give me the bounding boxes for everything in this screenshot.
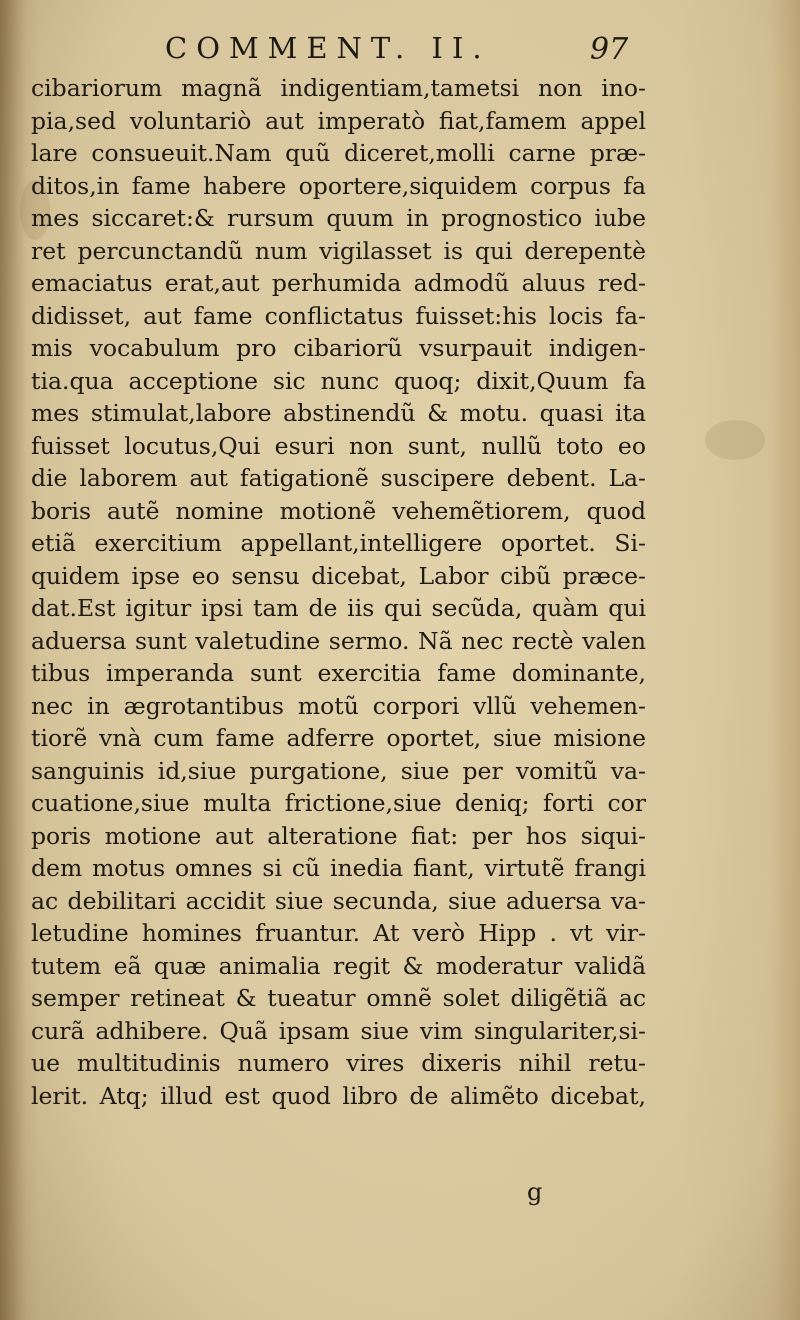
text-line: tibus imperanda sunt exercitia fame dominante, xyxy=(31,659,646,687)
text-line: lerit. Atq; illud est quod libro de alimẽto dicebat, xyxy=(31,1081,646,1110)
text-line: ac debilitari accidit siue secunda, siue aduersa va- xyxy=(31,886,646,915)
text-line: lare consueuit.Nam quũ diceret,molli carne præ- xyxy=(31,139,646,167)
text-line: tutem eã quæ animalia regit & moderatur validã xyxy=(31,951,646,980)
text-line: poris motione aut alteratione fiat: per hos siqui- xyxy=(31,821,646,850)
text-line: cuatione,siue multa frictione,siue deniq; forti cor xyxy=(31,789,646,817)
text-line: curã adhibere. Quã ipsam siue vim singulariter,si- xyxy=(31,1016,646,1045)
text-line: dat.Est igitur ipsi tam de iis qui secũda, quàm qui xyxy=(31,594,646,622)
text-line: ret percunctandũ num vigilasset is qui derepentè xyxy=(31,236,646,265)
text-line: tiorẽ vnà cum fame adferre oportet, siue misione xyxy=(31,724,646,752)
text-line: sanguinis id,siue purgatione, siue per vomitũ va- xyxy=(31,756,646,785)
text-line: dem motus omnes si cũ inedia fiant, virtutẽ frangi xyxy=(31,854,646,882)
text-line: cibariorum magnã indigentiam,tametsi non ino- xyxy=(31,74,646,102)
body-text xyxy=(31,72,646,1112)
text-line: boris autẽ nomine motionẽ vehemẽtiorem, quod xyxy=(31,496,646,525)
page-stain xyxy=(705,420,765,460)
text-line: mes siccaret:& rursum quum in prognostico iube xyxy=(31,204,646,232)
text-line: tia.qua acceptione sic nunc quoq; dixit,Quum fa xyxy=(31,366,646,395)
text-line: aduersa sunt valetudine sermo. Nã nec rectè valen xyxy=(31,626,646,655)
signature-mark: g xyxy=(527,1178,543,1206)
text-line: etiã exercitium appellant,intelligere oportet. Si- xyxy=(31,529,646,557)
text-line: emaciatus erat,aut perhumida admodũ aluus red- xyxy=(31,269,646,297)
page-header xyxy=(0,30,800,66)
text-line: nec in ægrotantibus motũ corpori vllũ vehemen- xyxy=(31,691,646,720)
text-line: fuisset locutus,Qui esuri non sunt, nullũ toto eo xyxy=(31,431,646,460)
text-line: pia,sed voluntariò aut imperatò fiat,famem appel xyxy=(31,106,646,135)
text-line: ditos,in fame habere oportere,siquidem corpus fa xyxy=(31,171,646,200)
text-line: die laborem aut fatigationẽ suscipere debent. La- xyxy=(31,464,646,492)
running-head: COMMENT. II. xyxy=(165,31,491,65)
text-line: letudine homines fruantur. At verò Hipp . vt vir- xyxy=(31,919,646,947)
text-line: semper retineat & tueatur omnẽ solet diligẽtiã ac xyxy=(31,984,646,1012)
text-line: mes stimulat,labore abstinendũ & motu. quasi ita xyxy=(31,399,646,427)
text-line: quidem ipse eo sensu dicebat, Labor cibũ præce- xyxy=(31,561,646,590)
text-line: ue multitudinis numero vires dixeris nihil retu- xyxy=(31,1049,646,1077)
page-number: 97 xyxy=(590,32,629,67)
text-line: mis vocabulum pro cibariorũ vsurpauit indigen- xyxy=(31,334,646,362)
text-line: didisset, aut fame conflictatus fuisset:his locis fa- xyxy=(31,301,646,330)
